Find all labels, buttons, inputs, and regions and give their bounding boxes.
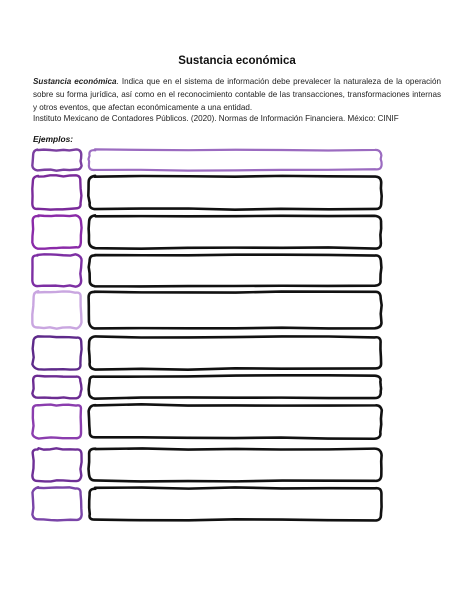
example-row — [32, 215, 381, 248]
example-label-box[interactable] — [32, 487, 81, 520]
definition-text: . Indica que en el sistema de información debe prevalecer la naturaleza de la operación sobre su forma jurídica, así como en el reconocimiento contable de las transacciones, transformaciones internas y otros eventos, que afectan económicamente a una entidad. — [33, 77, 441, 112]
example-row — [32, 375, 381, 398]
example-answer-box[interactable] — [89, 336, 381, 369]
example-row — [32, 448, 381, 481]
example-answer-box[interactable] — [89, 448, 382, 481]
example-label-box[interactable] — [32, 175, 81, 209]
example-label-box[interactable] — [32, 405, 81, 439]
definition-term: Sustancia económica — [33, 77, 117, 86]
example-label-box[interactable] — [32, 149, 81, 170]
example-answer-box[interactable] — [89, 404, 382, 438]
page-title: Sustancia económica — [178, 55, 296, 67]
example-answer-box[interactable] — [88, 149, 381, 170]
reference-citation: Instituto Mexicano de Contadores Públicos. (2020). Normas de Información Financiera. México: CINIF — [33, 114, 399, 123]
example-row — [32, 336, 381, 369]
example-row — [32, 149, 381, 170]
example-answer-box[interactable] — [89, 255, 382, 287]
example-answer-box[interactable] — [88, 176, 381, 210]
example-label-box[interactable] — [32, 336, 81, 369]
example-answer-box[interactable] — [89, 292, 382, 329]
example-label-box[interactable] — [32, 215, 81, 248]
example-row — [32, 404, 381, 438]
example-answer-box[interactable] — [89, 215, 382, 248]
example-row — [32, 291, 381, 328]
example-answer-box[interactable] — [89, 375, 381, 398]
example-row — [32, 254, 381, 286]
example-answer-box[interactable] — [89, 487, 381, 520]
example-label-box[interactable] — [32, 376, 81, 399]
example-label-box[interactable] — [32, 254, 81, 286]
example-label-box[interactable] — [32, 448, 81, 481]
example-row — [32, 487, 381, 520]
example-label-box[interactable] — [32, 291, 81, 328]
example-row — [32, 175, 381, 209]
examples-label: Ejemplos: — [33, 134, 74, 144]
